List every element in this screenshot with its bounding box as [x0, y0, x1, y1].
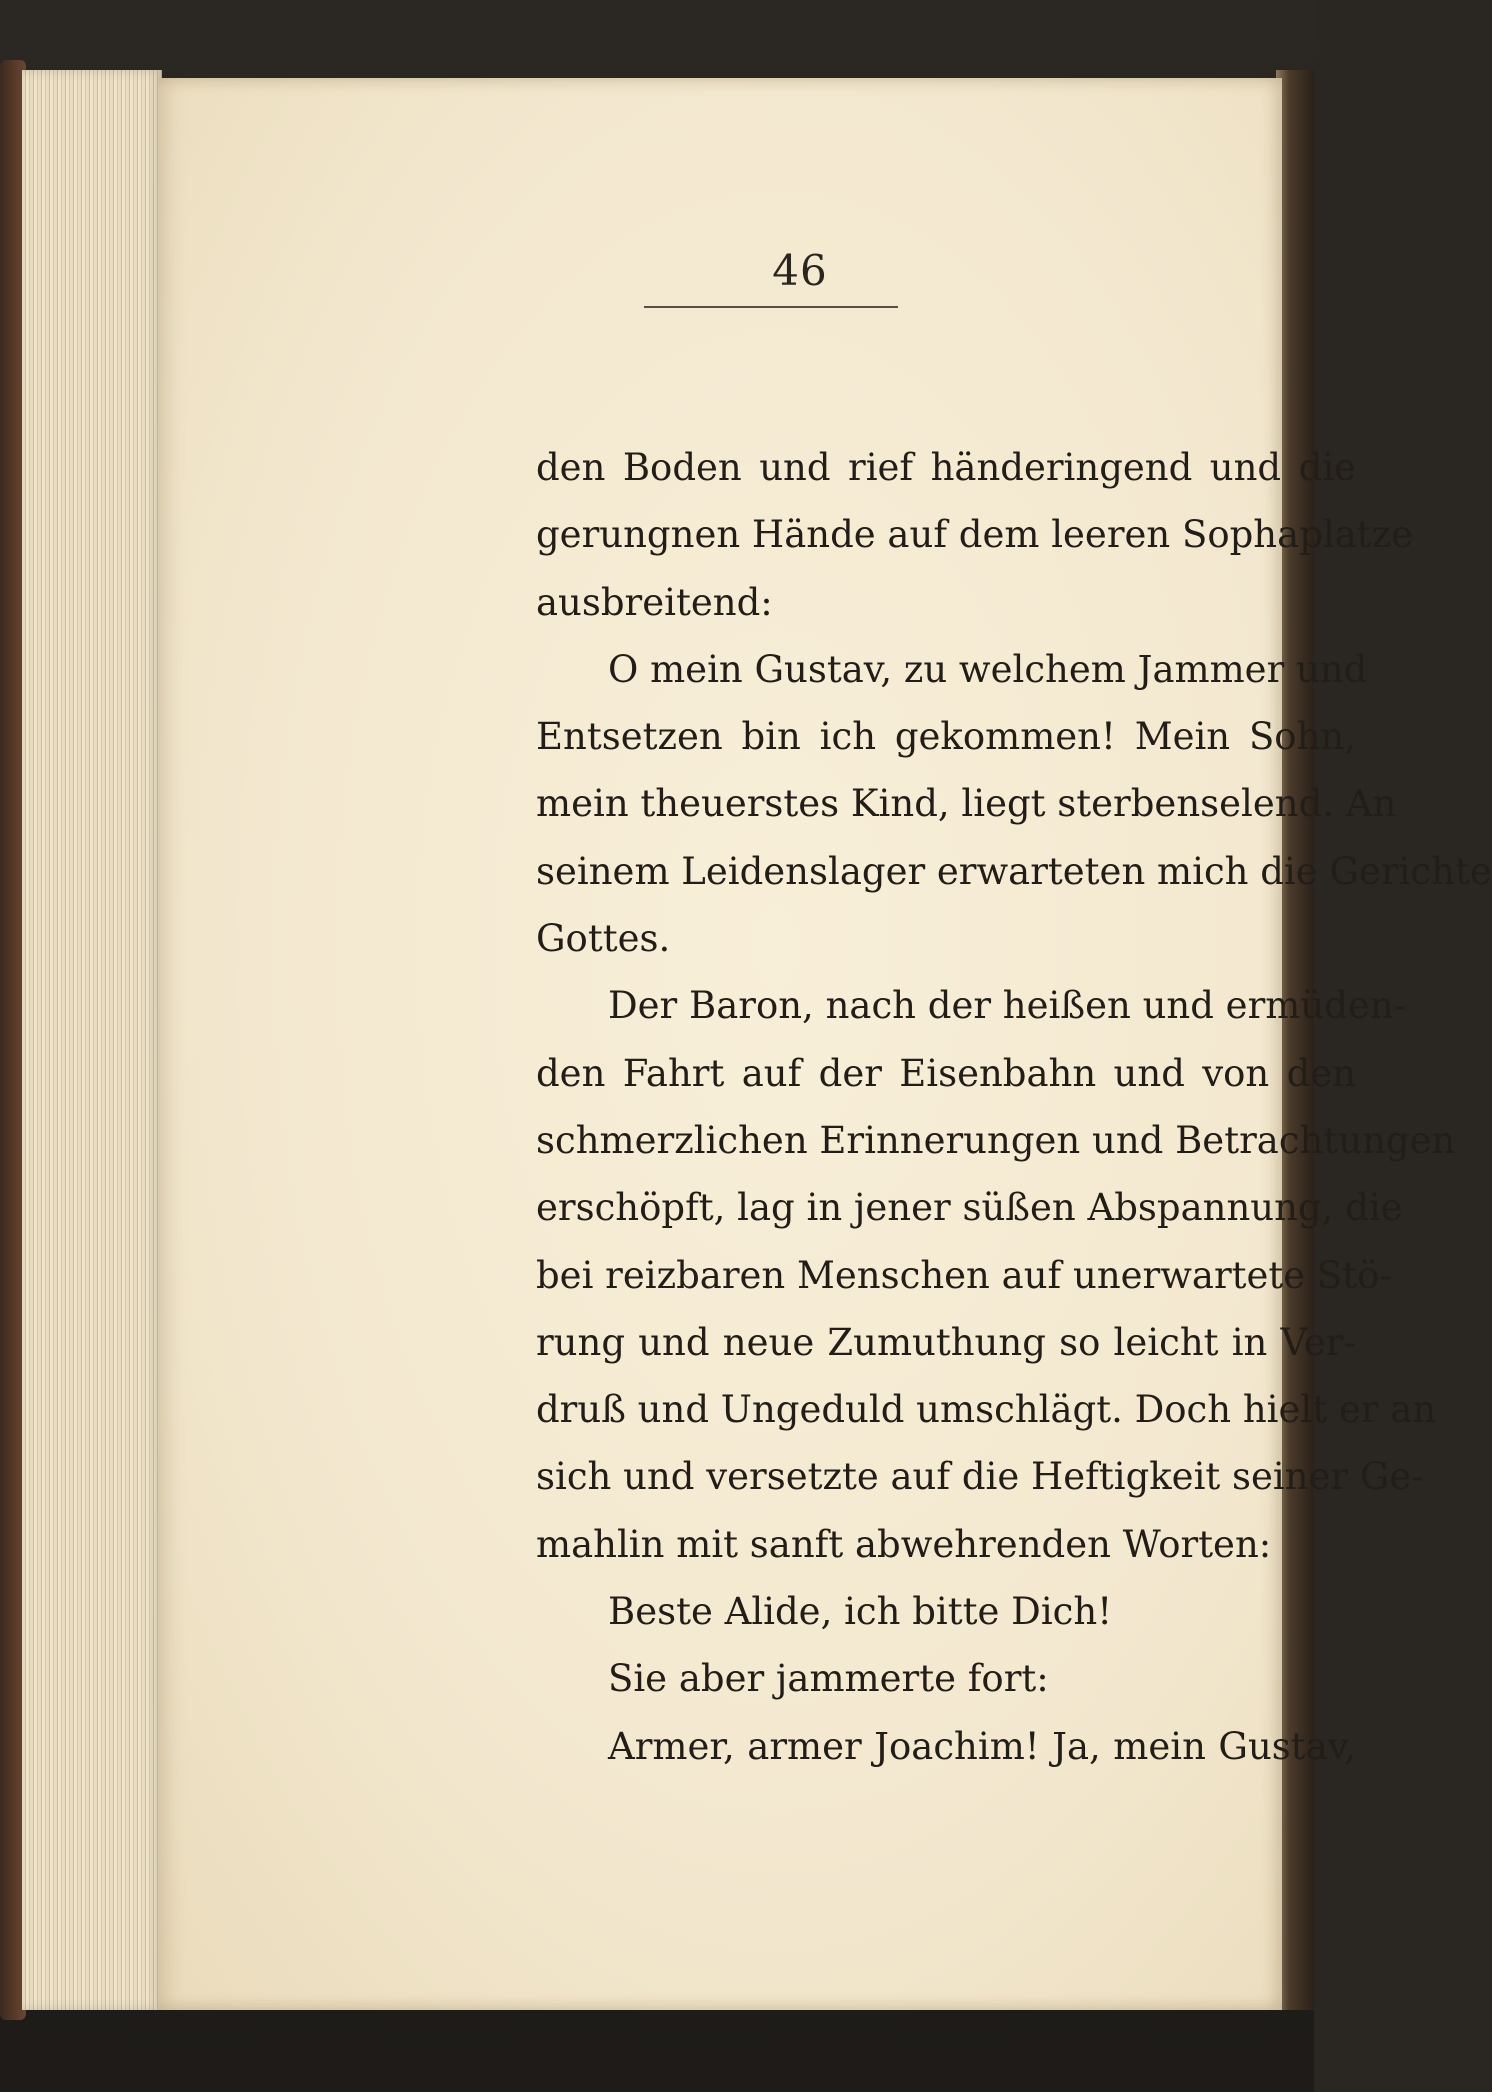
text-line: Der Baron, nach der heißen und ermüden- [608, 984, 1407, 1028]
text-line: Entsetzen bin ich gekommen! Mein Sohn, [536, 715, 1356, 759]
text-line: den Boden und rief händeringend und die [536, 446, 1356, 489]
text-line: schmerzlichen Erinnerungen und Betrachtungen [536, 1118, 1456, 1162]
header-rule [644, 306, 898, 308]
text-line: seinem Leidenslager erwarteten mich die Gerichte [536, 849, 1492, 893]
text-line: bei reizbaren Menschen auf unerwartete Stö- [536, 1253, 1392, 1297]
book-page [158, 78, 1492, 2010]
text-line: Gottes. [536, 917, 671, 961]
text-line: ausbreitend: [536, 580, 773, 624]
body-text [536, 434, 1492, 1780]
text-line: mahlin mit sanft abwehrenden Worten: [536, 1522, 1272, 1566]
text-line: gerungnen Hände auf dem leeren Sophaplatze [536, 513, 1414, 557]
text-line: mein theuerstes Kind, liegt sterbenselend. An [536, 782, 1397, 826]
text-line: Armer, armer Joachim! Ja, mein Gustav, [608, 1724, 1356, 1768]
text-line: den Fahrt auf der Eisenbahn und von den [536, 1051, 1356, 1095]
text-line: Beste Alide, ich bitte Dich! [608, 1590, 1113, 1634]
page-number: 46 [772, 246, 828, 295]
text-line: rung und neue Zumuthung so leicht in Ver- [536, 1320, 1356, 1364]
text-line: Sie aber jammerte fort: [608, 1657, 1049, 1701]
page-edges [22, 70, 162, 2010]
text-line: O mein Gustav, zu welchem Jammer und [608, 647, 1368, 691]
text-line: erschöpft, lag in jener süßen Abspannung, die [536, 1186, 1403, 1230]
text-line: druß und Ungeduld umschlägt. Doch hielt er an [536, 1388, 1437, 1432]
text-line: sich und versetzte auf die Heftigkeit seiner Ge- [536, 1455, 1424, 1499]
